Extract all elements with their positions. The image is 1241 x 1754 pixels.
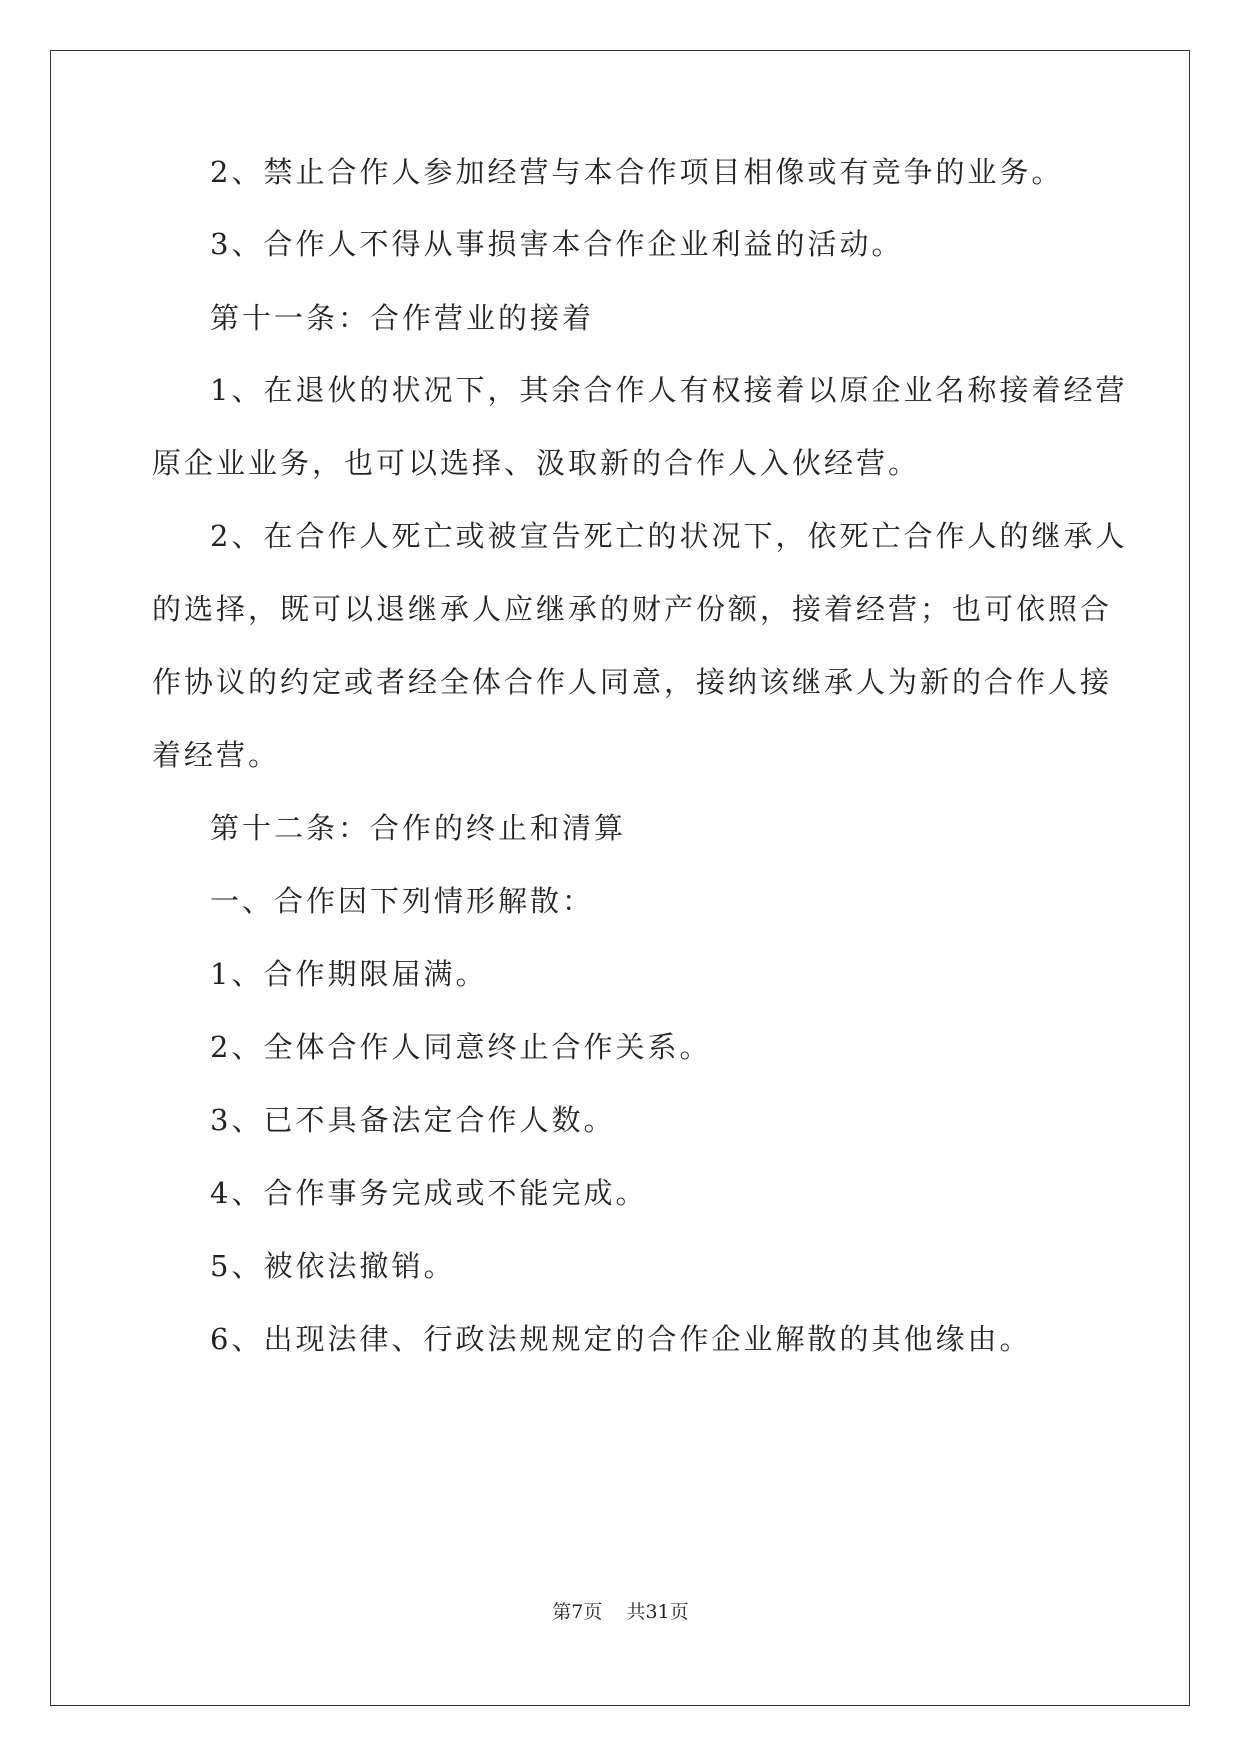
list-item-5: 5、被依法撤销。 bbox=[210, 1249, 456, 1283]
paragraph-4-line-4: 着经营。 bbox=[152, 738, 281, 772]
paragraph-4-line-1: 2、在合作人死亡或被宣告死亡的状况下，依死亡合作人的继承人 bbox=[210, 519, 1128, 553]
list-item-1: 1、合作期限届满。 bbox=[210, 957, 488, 991]
section-heading-11: 第十一条：合作营业的接着 bbox=[210, 301, 595, 335]
page-border bbox=[50, 50, 1190, 1706]
list-item-6: 6、出现法律、行政法规规定的合作企业解散的其他缘由。 bbox=[210, 1322, 1032, 1356]
paragraph-1: 2、禁止合作人参加经营与本合作项目相像或有竞争的业务。 bbox=[210, 155, 1064, 189]
list-item-2: 2、全体合作人同意终止合作关系。 bbox=[210, 1030, 712, 1064]
page-footer: 第7页 共31页 bbox=[552, 1601, 689, 1623]
list-item-3: 3、已不具备法定合作人数。 bbox=[210, 1103, 616, 1137]
paragraph-3-line-1: 1、在退伙的状况下，其余合作人有权接着以原企业名称接着经营 bbox=[210, 373, 1128, 407]
paragraph-4-line-3: 作协议的约定或者经全体合作人同意，接纳该继承人为新的合作人接 bbox=[152, 665, 1113, 699]
section-heading-12: 第十二条：合作的终止和清算 bbox=[210, 811, 627, 845]
paragraph-2: 3、合作人不得从事损害本合作企业利益的活动。 bbox=[210, 227, 904, 261]
paragraph-4-line-2: 的选择，既可以退继承人应继承的财产份额，接着经营；也可依照合 bbox=[152, 592, 1113, 626]
paragraph-3-line-2: 原企业业务，也可以选择、汲取新的合作人入伙经营。 bbox=[152, 446, 921, 480]
list-item-4: 4、合作事务完成或不能完成。 bbox=[210, 1176, 648, 1210]
list-heading: 一、合作因下列情形解散： bbox=[210, 884, 595, 918]
